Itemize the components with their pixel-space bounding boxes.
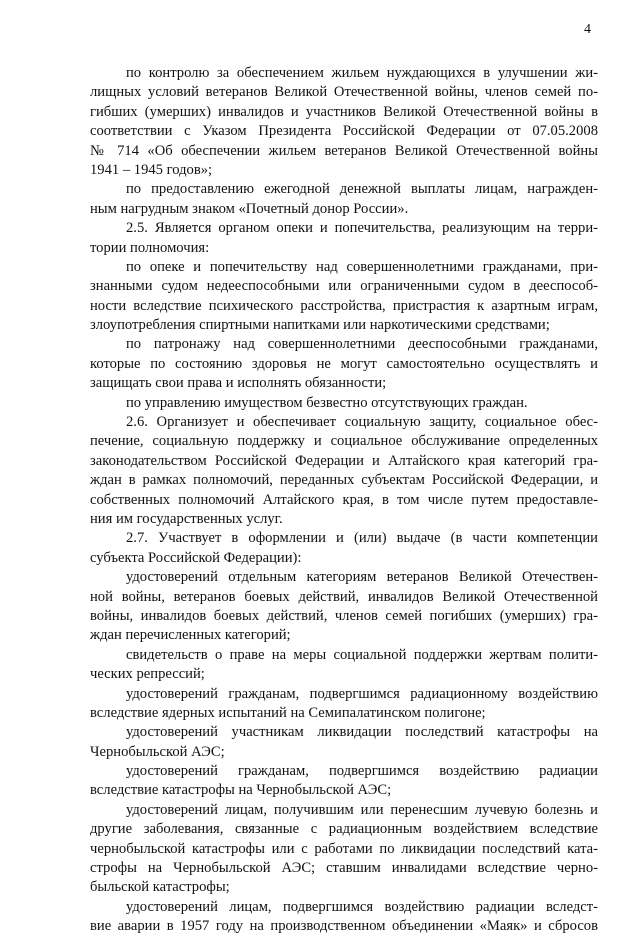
text-line: знанными судом недееспособными или ограниченными судом в дееспособ-	[90, 278, 598, 295]
text-line: другие заболевания, связанные с радиационным воздействием вследствие	[90, 821, 598, 838]
text-line: тории полномочия:	[90, 239, 210, 256]
text-line: ной войны, ветеранов боевых действий, инвалидов Великой Отечественной	[90, 588, 598, 605]
text-line: 1941 – 1945 годов»;	[90, 161, 213, 178]
text-line: свидетельств о праве на меры социальной поддержки жертвам полити-	[126, 646, 598, 663]
text-line: ния им государственных услуг.	[90, 510, 283, 527]
text-line: гибших (умерших) инвалидов и участников Великой Отечественной войны в	[90, 103, 598, 120]
text-line: строфы на Чернобыльской АЭС; ставшим инвалидами вследствие черно-	[90, 860, 598, 877]
text-line: удостоверений участникам ликвидации последствий катастрофы на	[126, 724, 598, 741]
text-line: по управлению имуществом безвестно отсутствующих граждан.	[126, 394, 528, 411]
text-line: защищать свои права и исполнять обязанности;	[90, 375, 387, 392]
text-line: по опеке и попечительству над совершеннолетними гражданами, при-	[126, 258, 598, 275]
text-line: удостоверений лицам, подвергшимся воздействию радиации вследст-	[126, 898, 598, 915]
text-line: ждан перечисленных категорий;	[90, 627, 291, 644]
text-line: собственных полномочий Алтайского края, в том числе путем предоставле-	[90, 491, 598, 508]
text-line: соответствии с Указом Президента Российской Федерации от 07.05.2008	[90, 123, 598, 140]
text-line: быльской катастрофы;	[90, 879, 230, 896]
text-line: ческих репрессий;	[90, 666, 205, 683]
document-body	[90, 64, 598, 937]
text-line: по контролю за обеспечением жильем нуждающихся в улучшении жи-	[126, 65, 598, 81]
text-line: печение, социальную поддержку и социальное обслуживание определенных	[90, 433, 598, 450]
text-line: лищных условий ветеранов Великой Отечественной войны, членов семей по-	[90, 84, 598, 101]
text-line: 2.6. Организует и обеспечивает социальную защиту, социальное обес-	[126, 414, 598, 431]
text-line: вследствие катастрофы на Чернобыльской АЭС;	[90, 782, 392, 799]
text-line: удостоверений отдельным категориям ветеранов Великой Отечествен-	[126, 569, 598, 586]
text-line: которые по состоянию здоровья не могут самостоятельно осуществлять и	[90, 355, 598, 372]
text-line: удостоверений гражданам, подвергшимся воздействию радиации	[126, 763, 598, 780]
text-line: субъекта Российской Федерации):	[90, 549, 302, 566]
text-line: удостоверений гражданам, подвергшимся радиационному воздействию	[126, 685, 598, 702]
text-line: 2.5. Является органом опеки и попечительства, реализующим на терри-	[126, 220, 598, 237]
text-line: ным нагрудным знаком «Почетный донор России».	[90, 200, 409, 217]
text-line: ждан в рамках полномочий, переданных субъектам Российской Федерации, и	[90, 472, 598, 489]
text-line: по предоставлению ежегодной денежной выплаты лицам, награжден-	[126, 181, 598, 198]
text-line: по патронажу над совершеннолетними дееспособными гражданами,	[126, 336, 598, 353]
text-line: удостоверений лицам, получившим или перенесшим лучевую болезнь и	[126, 801, 598, 818]
text-line: чернобыльской катастрофы или с работами по ликвидации последствий ката-	[90, 840, 598, 857]
text-line: ности вследствие психического расстройства, пристрастия к азартным играм,	[90, 297, 598, 314]
text-line: № 714 «Об обеспечении жильем ветеранов Великой Отечественной войны	[90, 142, 598, 159]
text-line: вие аварии в 1957 году на производственном объединении «Маяк» и сбросов	[90, 918, 598, 935]
text-line: законодательством Российской Федерации и Алтайского края категорий гра-	[90, 452, 598, 469]
text-line: 2.7. Участвует в оформлении и (или) выдаче (в части компетенции	[126, 530, 598, 547]
text-line: войны, инвалидов боевых действий, членов семей погибших (умерших) гра-	[90, 607, 598, 624]
text-line: вследствие ядерных испытаний на Семипалатинском полигоне;	[90, 704, 486, 721]
page-number: 4	[584, 22, 591, 37]
text-line: злоупотребления спиртными напитками или наркотическими средствами;	[90, 317, 550, 334]
text-line: Чернобыльской АЭС;	[90, 743, 225, 760]
